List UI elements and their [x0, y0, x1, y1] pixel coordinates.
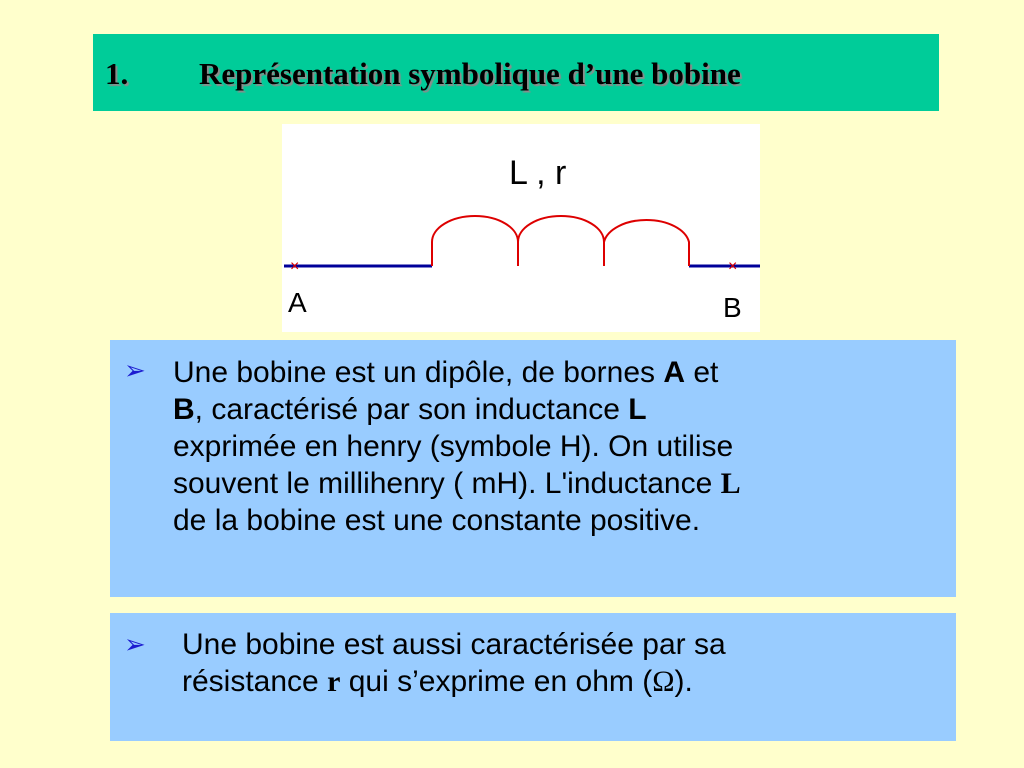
- omega-symbol: Ω: [652, 665, 675, 698]
- term-r: r: [327, 665, 341, 698]
- coil-label: L , r: [509, 154, 567, 192]
- definition-line-3: exprimée en henry (symbole H). On utilise: [173, 430, 734, 463]
- resistance-text: [182, 626, 942, 700]
- title-number: 1.: [105, 56, 129, 91]
- coil-loops: [432, 216, 689, 266]
- arrow-bullet-icon: ➢: [124, 629, 146, 659]
- text-segment: Une bobine est un dipôle, de bornes: [173, 356, 664, 389]
- text-segment: qui s’exprime en ohm (: [340, 665, 653, 698]
- arrow-bullet-icon: ➢: [124, 355, 146, 385]
- definition-box: [110, 340, 956, 597]
- terminal-b-mark: ×: [728, 258, 738, 275]
- definition-line-1: [173, 354, 943, 391]
- text-segment: et: [685, 356, 719, 389]
- text-segment: souvent le millihenry ( mH). L'inductance: [173, 467, 721, 500]
- resistance-line-1: Une bobine est aussi caractérisée par sa: [182, 628, 726, 661]
- term-B: B: [173, 393, 195, 426]
- resistance-line-2: [182, 663, 942, 700]
- text-segment: ).: [674, 665, 693, 698]
- coil-schematic: [282, 124, 760, 332]
- terminal-a-label: A: [288, 287, 307, 318]
- terminal-b-label: B: [723, 292, 742, 323]
- term-L: L: [628, 393, 647, 426]
- text-segment: , caractérisé par son inductance: [194, 393, 629, 426]
- page-title: Représentation symbolique d’une bobine: [199, 56, 741, 91]
- definition-line-2: [173, 391, 943, 428]
- coil-diagram: [282, 124, 760, 332]
- term-L-serif: L: [720, 467, 741, 500]
- term-A: A: [663, 356, 686, 389]
- definition-line-5: de la bobine est une constante positive.: [173, 504, 701, 537]
- definition-text: [173, 354, 943, 539]
- definition-line-4: [173, 465, 943, 502]
- text-segment: résistance: [182, 665, 328, 698]
- resistance-box: [110, 613, 956, 741]
- terminal-a-mark: ×: [290, 258, 300, 275]
